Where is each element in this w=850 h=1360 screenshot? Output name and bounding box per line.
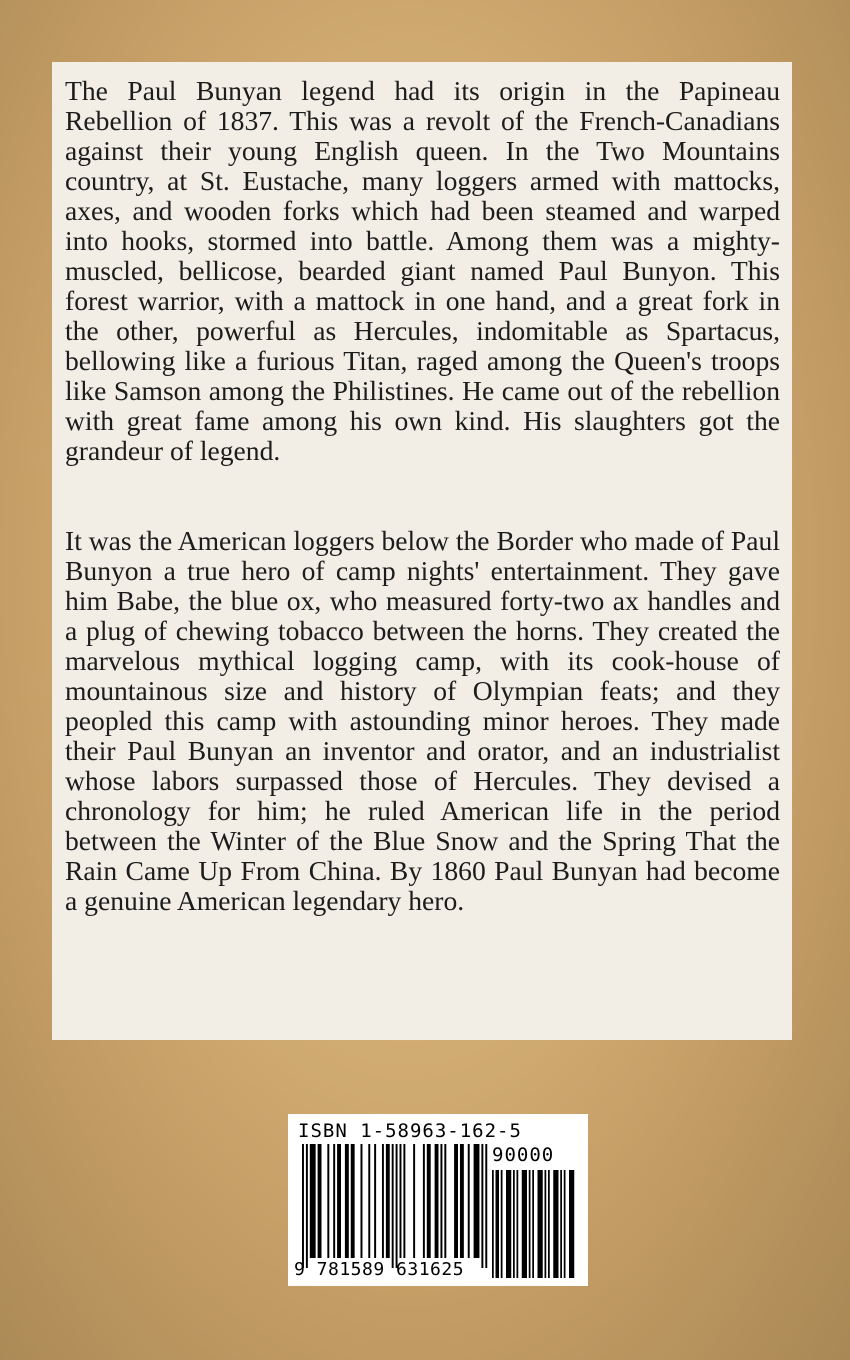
addon-bar: [564, 1170, 566, 1278]
barcode-bar: [368, 1144, 370, 1258]
addon-bar: [492, 1170, 494, 1278]
barcode-bar: [318, 1144, 322, 1258]
barcode-bar: [310, 1144, 316, 1258]
barcode-bar: [460, 1144, 464, 1258]
barcode-bar: [374, 1144, 376, 1258]
barcode-bar: [333, 1144, 335, 1258]
addon-bar: [506, 1170, 511, 1278]
barcode-bar: [435, 1144, 439, 1258]
barcode-bar: [481, 1144, 483, 1268]
barcode-bar: [423, 1144, 425, 1258]
description-panel: [52, 62, 792, 1040]
barcode-bar: [361, 1144, 363, 1258]
barcode-bar: [427, 1144, 431, 1258]
barcode-bar: [337, 1144, 341, 1258]
addon-bar: [538, 1170, 543, 1278]
description-paragraph-1: The Paul Bunyan legend had its origin in the Papineau Rebellion of 1837. This was a revolt of the French-Canadians against their young English queen. In the Two Mountains country, at St. Eustache, many loggers armed with mattocks, axes, and wooden forks which had been steamed and warped into hooks, stormed into battle. Among them was a mighty-muscled, bellicose, bearded giant named Paul Bunyon. This forest warrior, with a mattock in one hand, and a great fork in the other, powerful as Hercules, indomitable as Spartacus, bellowing like a furious Titan, raged among the Queen's troops like Samson among the Philistines. He came out of the rebellion with great fame among his own kind. His slaughters got the grandeur of legend.: [65, 75, 780, 466]
barcode-bar: [345, 1144, 349, 1258]
barcode-bar: [382, 1144, 384, 1258]
barcode-bar: [444, 1144, 446, 1258]
barcode-bar: [454, 1144, 458, 1258]
barcode-bar: [327, 1144, 329, 1258]
barcode-bar: [474, 1144, 480, 1258]
barcode-bar: [386, 1144, 390, 1258]
barcode-bar: [468, 1144, 470, 1258]
addon-bar: [532, 1170, 534, 1278]
addon-bar: [553, 1170, 558, 1278]
barcode-bar: [485, 1144, 487, 1268]
isbn-barcode: [288, 1114, 588, 1286]
ean-digits: 9 781589 631625: [294, 1259, 465, 1280]
barcode-bar: [306, 1144, 308, 1268]
isbn-number: ISBN 1-58963-162-5: [298, 1120, 522, 1142]
price-code: 90000: [492, 1144, 555, 1166]
barcode-bar: [396, 1144, 398, 1268]
addon-bar: [501, 1170, 503, 1278]
barcode-bar: [302, 1144, 304, 1268]
barcode-bar: [440, 1144, 442, 1258]
barcode-bar: [400, 1144, 402, 1258]
barcode-bar: [351, 1144, 355, 1258]
barcode-bar: [413, 1144, 415, 1258]
addon-bar: [522, 1170, 527, 1278]
addon-bar: [569, 1170, 574, 1278]
addon-bar: [548, 1170, 550, 1278]
addon-bar: [545, 1170, 547, 1278]
addon-bar: [529, 1170, 531, 1278]
barcode-bar: [403, 1144, 405, 1258]
addon-bar: [560, 1170, 562, 1278]
addon-bar: [517, 1170, 519, 1278]
description-paragraph-2: It was the American loggers below the Border who made of Paul Bunyon a true hero of camp nights' entertainment. They gave him Babe, the blue ox, who measured forty-two ax handles and a plug of chewing tobacco between the horns. They created the marvelous mythical logging camp, with its cook-house of mountainous size and history of Olympian feats; and they peopled this camp with astounding minor heroes. They made their Paul Bunyan an inventor and orator, and an industrialist whose labors surpassed those of Hercules. They devised a chronology for him; he ruled American life in the period between the Winter of the Blue Snow and the Spring That the Rain Came Up From China. By 1860 Paul Bunyan had become a genuine American legendary hero.: [65, 525, 780, 916]
barcode-bar: [392, 1144, 394, 1268]
addon-bar: [513, 1170, 515, 1278]
addon-bar: [496, 1170, 500, 1278]
